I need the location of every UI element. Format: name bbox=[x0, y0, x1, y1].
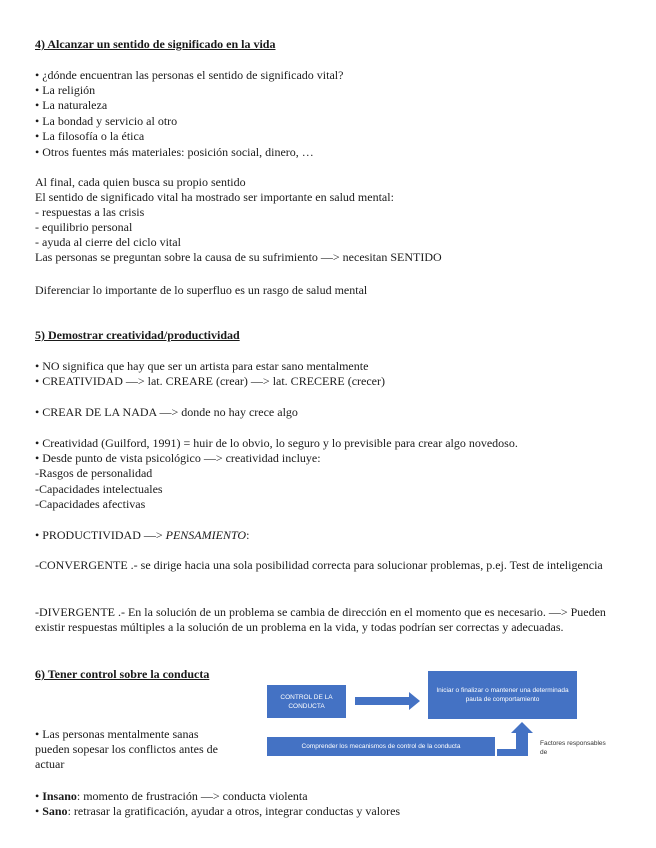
list-item: • Desde punto de vista psicológico —> creatividad incluye: bbox=[35, 451, 321, 465]
list-item: -Rasgos de personalidad bbox=[35, 466, 153, 480]
paragraph-line: Las personas se preguntan sobre la causa de su sufrimiento —> necesitan SENTIDO bbox=[35, 250, 442, 264]
list-item: • CREATIVIDAD —> lat. CREARE (crear) —> lat. CRECERE (crecer) bbox=[35, 374, 385, 388]
list-item: • La religión bbox=[35, 83, 96, 97]
insano-label: Insano bbox=[42, 789, 77, 803]
list-item: • La naturaleza bbox=[35, 98, 108, 112]
paragraph-line: - equilibrio personal bbox=[35, 220, 133, 234]
right-arrow bbox=[355, 692, 420, 710]
productividad-suffix: : bbox=[246, 528, 250, 542]
sano-line: • Sano: retrasar la gratificación, ayudar a otros, integrar conductas y valores bbox=[35, 804, 401, 818]
section-4-heading: 4) Alcanzar un sentido de significado en la vida bbox=[35, 37, 276, 51]
pensamiento-term: PENSAMIENTO bbox=[165, 528, 247, 542]
list-item: • Creatividad (Guilford, 1991) = huir de lo obvio, lo seguro y lo previsible para crear algo novedoso. bbox=[35, 436, 518, 450]
insano-line: • Insano: momento de frustración —> conducta violenta bbox=[35, 789, 308, 803]
divergente-paragraph: -DIVERGENTE .- En la solución de un problema se cambia de dirección en el momento que es necesario. —> Pueden existir respuestas múltiples a la solución de un problema en la vida, y todas podrían ser correctas y adecuadas. bbox=[35, 605, 606, 634]
list-item: • La filosofía o la ética bbox=[35, 129, 145, 143]
factores-label: Factores responsables de bbox=[540, 740, 606, 756]
section-6-heading: 6) Tener control sobre la conducta bbox=[35, 667, 210, 681]
sano-text: : retrasar la gratificación, ayudar a otros, integrar conductas y valores bbox=[67, 804, 401, 818]
list-item: • Otros fuentes más materiales: posición social, dinero, … bbox=[35, 145, 314, 159]
up-arrow bbox=[497, 722, 533, 756]
list-item: • NO significa que hay que ser un artista para estar sano mentalmente bbox=[35, 359, 369, 373]
productividad-prefix: • PRODUCTIVIDAD —> bbox=[35, 528, 166, 542]
paragraph-line: • Las personas mentalmente sanas pueden sopesar los conflictos antes de actuar bbox=[35, 727, 218, 771]
section-5-heading: 5) Demostrar creatividad/productividad bbox=[35, 328, 240, 342]
paragraph-line: El sentido de significado vital ha mostrado ser importante en salud mental: bbox=[35, 190, 394, 204]
paragraph-line: Diferenciar lo importante de lo superfluo es un rasgo de salud mental bbox=[35, 283, 368, 297]
control-conducta-box: CONTROL DE LA CONDUCTA bbox=[267, 685, 346, 718]
list-item: -Capacidades intelectuales bbox=[35, 482, 163, 496]
paragraph-line: - ayuda al cierre del ciclo vital bbox=[35, 235, 181, 249]
list-item: • CREAR DE LA NADA —> donde no hay crece algo bbox=[35, 405, 298, 419]
list-item: • La bondad y servicio al otro bbox=[35, 114, 178, 128]
insano-text: : momento de frustración —> conducta violenta bbox=[76, 789, 308, 803]
list-item: • ¿dónde encuentran las personas el sentido de significado vital? bbox=[35, 68, 344, 82]
sano-label: Sano bbox=[42, 804, 68, 818]
convergente-paragraph: -CONVERGENTE .- se dirige hacia una sola posibilidad correcta para solucionar problemas, p.ej. Test de inteligencia bbox=[35, 558, 603, 572]
iniciar-finalizar-box: Iniciar o finalizar o mantener una determinada pauta de comportamiento bbox=[428, 671, 577, 719]
paragraph-line: - respuestas a las crisis bbox=[35, 205, 145, 219]
comprender-mecanismos-box: Comprender los mecanismos de control de la conducta bbox=[267, 737, 495, 756]
list-item: -Capacidades afectivas bbox=[35, 497, 146, 511]
paragraph-line: Al final, cada quien busca su propio sentido bbox=[35, 175, 246, 189]
